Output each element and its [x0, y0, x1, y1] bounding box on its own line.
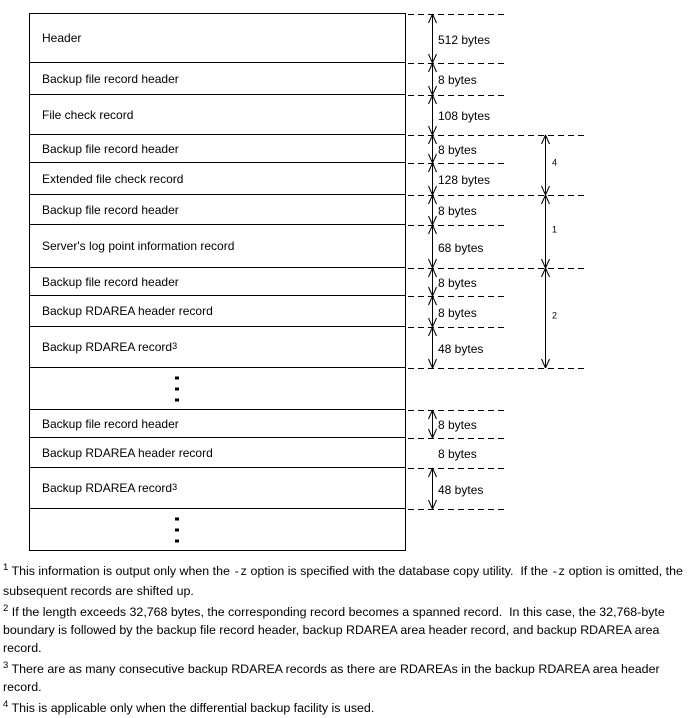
- bracket-arrow: [542, 268, 550, 368]
- bracket-footnote-ref-label: 2: [552, 310, 558, 321]
- record-row: [30, 268, 405, 296]
- byte-size-arrow: [429, 327, 437, 368]
- byte-size-arrow: [429, 195, 437, 225]
- record-row-label: Backup RDAREA record: [42, 481, 173, 495]
- ellipsis-dot: [175, 398, 179, 401]
- footnote-marker: 4: [3, 699, 9, 711]
- footnote: [3, 657, 686, 696]
- byte-size-label: 128 bytes: [438, 173, 491, 187]
- footnote-text: This information is output only when the -z option is specified with the database copy utility. If the -z option is omitted, the subsequent records are shifted up.: [3, 564, 687, 599]
- record-row-label: Server's log point information record: [42, 239, 235, 253]
- byte-size-arrow: [429, 14, 437, 63]
- byte-size-label: 8 bytes: [438, 276, 477, 290]
- byte-size-arrow: [429, 135, 437, 163]
- option-z-literal: -z: [551, 566, 566, 580]
- record-row-label: Backup file record header: [42, 141, 179, 156]
- footnote: [3, 600, 686, 657]
- footnotes: [3, 559, 686, 718]
- ellipsis-dot: [175, 517, 179, 520]
- byte-size-label: 8 bytes: [438, 447, 477, 461]
- footnote-marker: 1: [3, 562, 9, 573]
- record-row: [30, 163, 405, 195]
- footnote: [3, 696, 686, 717]
- byte-size-label: 8 bytes: [438, 305, 477, 320]
- byte-size-label: 8 bytes: [438, 143, 477, 157]
- record-row: [30, 63, 405, 95]
- byte-size-label: 48 bytes: [438, 341, 484, 356]
- record-row: [30, 14, 405, 63]
- bracket-arrow: [542, 195, 550, 268]
- record-row-label: Backup file record header: [42, 416, 179, 431]
- byte-size-arrow: [429, 296, 437, 327]
- footnote-text: If the length exceeds 32,768 bytes, the corresponding record becomes a spanned record. In this case, the 32,768-byte boundary is followed by the backup file record header, backup RDAREA area header record, and backup RDAREA area record.: [3, 605, 669, 656]
- record-row-label: Backup file record header: [42, 274, 179, 289]
- byte-size-arrow: [429, 63, 437, 95]
- record-row-label: Backup RDAREA record: [42, 340, 173, 354]
- vertical-ellipsis: [175, 376, 179, 401]
- record-row: [30, 195, 405, 225]
- record-row-label: File check record: [42, 107, 134, 122]
- footnote-marker: 2: [3, 603, 9, 615]
- record-row: [30, 225, 405, 268]
- vertical-ellipsis: [175, 517, 179, 542]
- record-row: [30, 438, 405, 468]
- record-row: Backup RDAREA record $^3$: [30, 468, 405, 509]
- record-box: [29, 13, 406, 551]
- record-row-label: Backup file record header: [42, 71, 179, 86]
- footnote-text: There are as many consecutive backup RDAREA records as there are RDAREAs in the backup RDAREA area header record.: [3, 662, 664, 695]
- record-row-label: Header: [42, 31, 82, 45]
- record-row: [30, 95, 405, 135]
- bracket-arrow: [542, 135, 550, 195]
- byte-size-label: 108 bytes: [438, 109, 491, 123]
- bracket-footnote-ref-label: 4: [552, 157, 558, 168]
- record-row-label: Extended file check record: [42, 171, 184, 186]
- ellipsis-row: [30, 509, 405, 550]
- byte-size-arrow: [429, 95, 437, 135]
- ellipsis-dot: [175, 528, 179, 531]
- record-row: Backup RDAREA record $^3$: [30, 327, 405, 368]
- ellipsis-dot: [175, 387, 179, 390]
- byte-size-label: 68 bytes: [438, 240, 484, 255]
- footnote-marker: 3: [3, 660, 9, 672]
- byte-size-label: 48 bytes: [438, 482, 484, 497]
- record-row-label: Backup file record header: [42, 202, 179, 217]
- byte-size-label: 8 bytes: [438, 73, 477, 87]
- record-row: [30, 410, 405, 438]
- record-row: [30, 296, 405, 327]
- byte-size-arrow: [429, 410, 437, 438]
- record-row-label: Backup RDAREA header record: [42, 304, 213, 318]
- ellipsis-row: [30, 368, 405, 410]
- byte-size-arrow: [429, 163, 437, 195]
- ellipsis-dot: [175, 539, 179, 542]
- footnote: [3, 559, 686, 600]
- bracket-footnote-ref-label: 1: [552, 224, 558, 234]
- footnote-text: This is applicable only when the differential backup facility is used.: [11, 701, 375, 716]
- byte-size-label: 512 bytes: [438, 32, 491, 47]
- record-row-label: Backup RDAREA header record: [42, 445, 213, 460]
- byte-size-arrow: [429, 268, 437, 296]
- byte-size-label: 8 bytes: [438, 418, 477, 432]
- option-z-literal: -z: [233, 566, 248, 580]
- dashed-boundary-lines: [408, 15, 585, 510]
- record-row: [30, 135, 405, 163]
- ellipsis-dot: [175, 376, 179, 379]
- byte-size-label: 8 bytes: [438, 204, 477, 218]
- byte-size-arrow: [429, 225, 437, 268]
- byte-size-arrow: [429, 468, 437, 509]
